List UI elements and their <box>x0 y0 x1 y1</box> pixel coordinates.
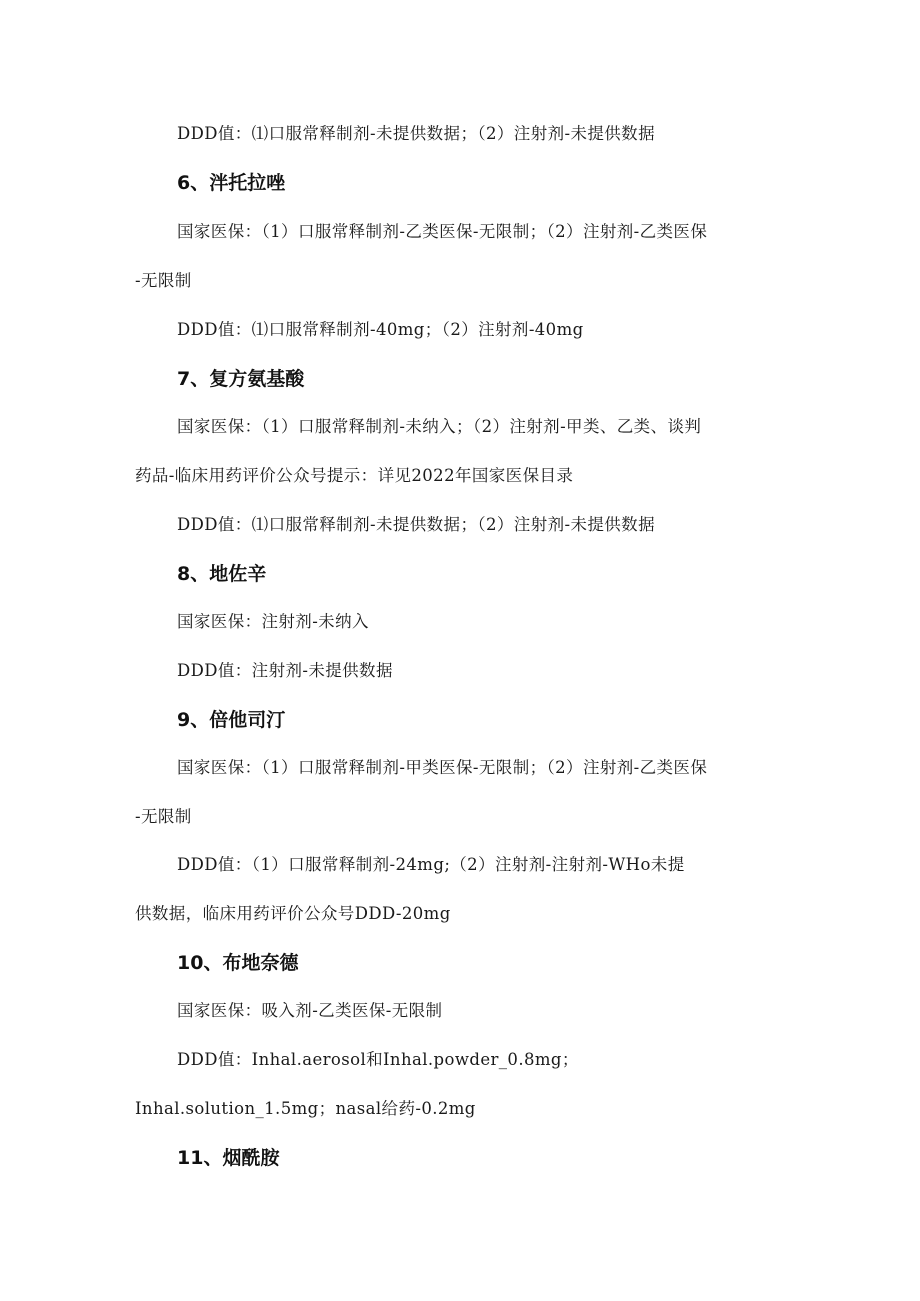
section-heading-pantoprazole: 6、泮托拉唑 <box>177 172 286 194</box>
ddd-value-line: DDD值：注射剂-未提供数据 <box>177 661 393 680</box>
section-heading-dezocine: 8、地佐辛 <box>177 563 267 585</box>
ddd-value-line: DDD值：Inhal.aerosol和Inhal.powder_0.8mg； <box>177 1050 579 1069</box>
ddd-value-line: DDD值：（1）口服常释制剂-24mg;（2）注射剂-注射剂-WHo未提 <box>177 855 685 874</box>
ddd-value-line-continued: 供数据，临床用药评价公众号DDD-20mg <box>135 904 451 923</box>
insurance-line: 国家医保：（1）口服常释制剂-甲类医保-无限制；（2）注射剂-乙类医保 <box>177 758 708 777</box>
insurance-line: 国家医保：（1）口服常释制剂-乙类医保-无限制；（2）注射剂-乙类医保 <box>177 222 708 241</box>
insurance-line-continued: -无限制 <box>135 271 192 290</box>
section-heading-budesonide: 10、布地奈德 <box>177 952 299 974</box>
insurance-line: 国家医保：注射剂-未纳入 <box>177 612 369 631</box>
ddd-value-line: DDD值：⑴口服常释制剂-未提供数据；（2）注射剂-未提供数据 <box>177 515 655 534</box>
insurance-line-continued: 药品-临床用药评价公众号提示：详见2022年国家医保目录 <box>135 466 574 485</box>
section-heading-nicotinamide: 11、烟酰胺 <box>177 1147 280 1169</box>
section-heading-betahistine: 9、倍他司汀 <box>177 709 286 731</box>
ddd-value-line: DDD值：⑴口服常释制剂-40mg；（2）注射剂-40mg <box>177 320 584 339</box>
ddd-value-line-continued: Inhal.solution_1.5mg；nasal给药-0.2mg <box>135 1099 476 1118</box>
section-heading-compound-amino-acid: 7、复方氨基酸 <box>177 368 305 390</box>
insurance-line: 国家医保：（1）口服常释制剂-未纳入；（2）注射剂-甲类、乙类、谈判 <box>177 417 702 436</box>
ddd-value-line: DDD值：⑴口服常释制剂-未提供数据；（2）注射剂-未提供数据 <box>177 124 655 143</box>
insurance-line: 国家医保：吸入剂-乙类医保-无限制 <box>177 1001 443 1020</box>
insurance-line-continued: -无限制 <box>135 807 192 826</box>
